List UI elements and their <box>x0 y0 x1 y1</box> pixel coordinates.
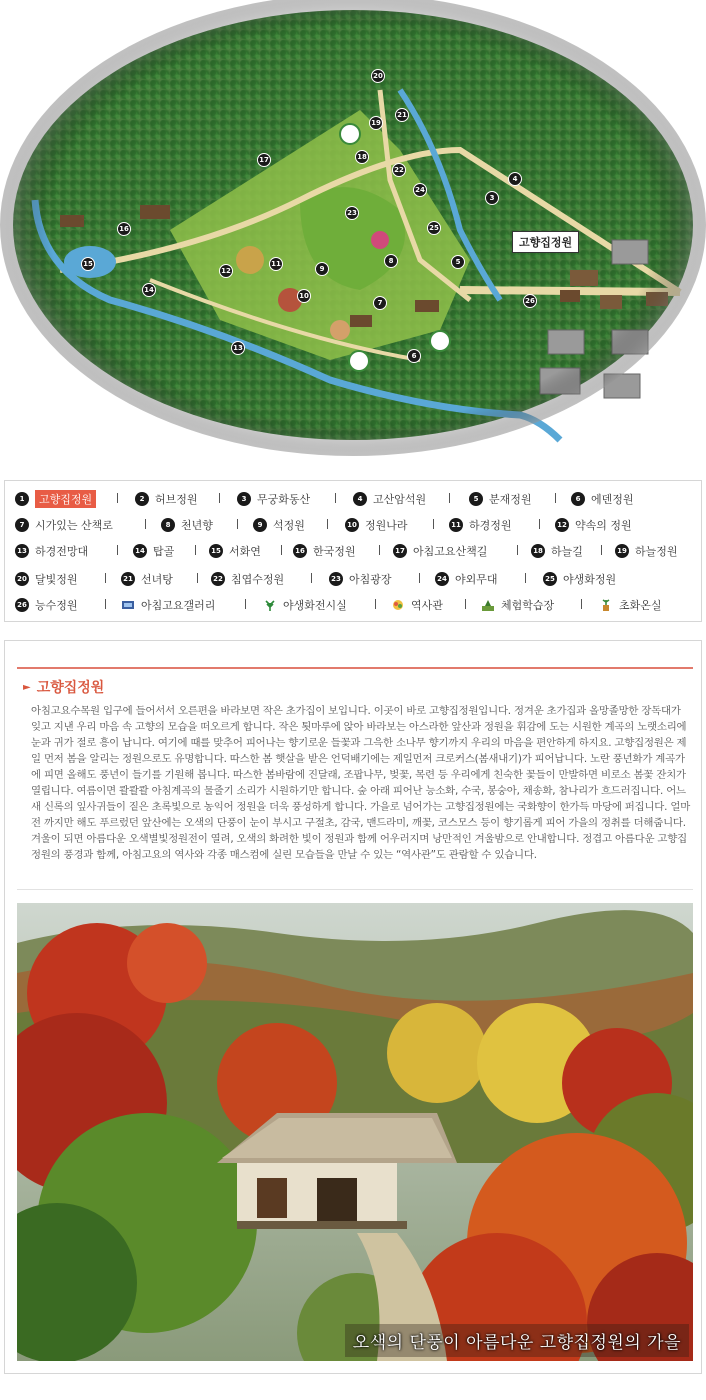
legend-separator <box>219 493 220 503</box>
section-title-text: 고향집정원 <box>36 680 105 696</box>
legend-number: 26 <box>15 598 29 612</box>
experience-icon <box>481 598 495 612</box>
photo-caption: 오색의 단풍이 아름다운 고향집정원의 가을 <box>345 1324 689 1357</box>
legend-number: 16 <box>293 544 307 558</box>
legend-label: 분재정원 <box>489 493 532 506</box>
legend-number: 7 <box>15 518 29 532</box>
legend-number: 5 <box>469 492 483 506</box>
legend-number: 19 <box>615 544 629 558</box>
legend-separator <box>379 545 380 555</box>
legend-number: 2 <box>135 492 149 506</box>
legend-label: 석정원 <box>273 519 305 532</box>
map-marker-24[interactable]: 24 <box>413 183 427 197</box>
map-marker-3[interactable]: 3 <box>485 191 499 205</box>
legend-separator <box>539 519 540 529</box>
map-marker-4[interactable]: 4 <box>508 172 522 186</box>
section-title <box>23 677 104 697</box>
legend-number: 15 <box>209 544 223 558</box>
legend-item-experience[interactable] <box>481 595 554 615</box>
legend-item-18[interactable] <box>531 541 583 561</box>
legend-number: 8 <box>161 518 175 532</box>
legend-item-gallery[interactable] <box>121 595 215 615</box>
legend-separator <box>419 573 420 583</box>
legend-label: 고산암석원 <box>373 493 427 506</box>
legend-separator <box>465 599 466 609</box>
legend-separator <box>311 573 312 583</box>
legend-label: 능수정원 <box>35 599 78 612</box>
map-marker-21[interactable]: 21 <box>395 108 409 122</box>
legend-item-14[interactable] <box>133 541 174 561</box>
history-icon-marker[interactable]: ✿ <box>339 123 361 145</box>
plant-icon <box>263 598 277 612</box>
legend-label: 탑골 <box>153 545 175 558</box>
map-marker-7[interactable]: 7 <box>373 296 387 310</box>
legend-number: 25 <box>543 572 557 586</box>
history-icon <box>391 598 405 612</box>
legend-number: 4 <box>353 492 367 506</box>
legend-separator <box>601 545 602 555</box>
legend-item-10[interactable] <box>345 515 408 535</box>
legend-label: 체험학습장 <box>501 599 555 612</box>
map-label-hometown-garden[interactable]: 고향집정원 <box>512 231 579 253</box>
legend-number: 20 <box>15 572 29 586</box>
map-marker-18[interactable]: 18 <box>355 150 369 164</box>
plant-icon-marker[interactable]: ♣ <box>429 330 451 352</box>
legend-number: 21 <box>121 572 135 586</box>
legend-separator <box>117 545 118 555</box>
legend-separator <box>237 519 238 529</box>
legend-label: 침엽수정원 <box>231 573 285 586</box>
legend-item-26[interactable] <box>15 595 78 615</box>
legend-label: 야생화전시실 <box>283 599 347 612</box>
legend-number: 23 <box>329 572 343 586</box>
legend-separator <box>145 519 146 529</box>
map-marker-26[interactable]: 26 <box>523 294 537 308</box>
legend-item-11[interactable] <box>449 515 512 535</box>
map-marker-10[interactable]: 10 <box>297 289 311 303</box>
legend-label: 허브정원 <box>155 493 198 506</box>
legend-item-24[interactable] <box>435 569 498 589</box>
legend-item-15[interactable] <box>209 541 261 561</box>
legend-item-7[interactable] <box>15 515 113 535</box>
garden-detail-panel <box>4 640 702 1374</box>
map-marker-16[interactable]: 16 <box>117 222 131 236</box>
legend-row <box>5 569 703 589</box>
legend-label: 무궁화동산 <box>257 493 311 506</box>
map-marker-15[interactable]: 15 <box>81 257 95 271</box>
legend-item-2[interactable] <box>135 489 198 509</box>
legend-label: 아침광장 <box>349 573 392 586</box>
legend-item-history[interactable] <box>391 595 443 615</box>
legend-item-6[interactable] <box>571 489 634 509</box>
legend-label: 아침고요산책길 <box>413 545 488 558</box>
legend-item-23[interactable] <box>329 569 392 589</box>
map-marker-22[interactable]: 22 <box>392 163 406 177</box>
legend-number: 22 <box>211 572 225 586</box>
legend-label: 하경정원 <box>469 519 512 532</box>
legend-item-9[interactable] <box>253 515 305 535</box>
section-description: 아침고요수목원 입구에 들어서서 오른편을 바라보면 작은 초가집이 보입니다. 이곳이 바로 고향집정원입니다. 정겨운 초가집과 올망졸망한 장독대가 잊고 지낸 우리 마음 속 고향의 모습을 떠오르게 합니다. 작은 툇마루에 앉아 바라보는 아스라한 앞산과 정원을 휘감에 도는 시원한 계곡의 노랫소리에 눈과 귀가 절로 흥이 납니다. 여기에 때를 맞추어 피어나는 향기로운 들꽃과 그윽한 소나무 향기까지 우리의 마음을 편안하게 하지요. 고향집정원은 제일 먼저 봄을 알리는 정원으로도 유명합니다. 따스한 봄 햇살을 받은 언덕배기에는 제일먼저 크로커스(봄새내기)가 피어납니다. 노란 풍년화가 계곡가에 피면 올해도 풍년이 들기를 기원해 봅니다. 따스한 봄바람에 진달래, 조팝나무, 벚꽃, 목련 등 우리에게 친숙한 꽃들이 만발하면 비로소 봄꽃 잔치가 열립니다. 여름이면 콸콸콸 아침계곡의 물줄기 소리가 시원하기만 합니다. 숲 아래 피어난 능소화, 수국, 봉숭아, 채송화, 참나리가 흐드러집니다. 어느새 신록의 잎사귀들이 짙은 초록빛으로 농익어 정원을 더욱 풍성하게 합니다. 가을로 넘어가는 고향집정원에는 국화향이 한가득 마당에 퍼집니다. 얼마 전 까지만 해도 푸르렀던 앞산에는 오색의 단풍이 눈이 부시고 구절초, 감국, 맨드라미, 깨꽃, 코스모스 등이 향기롭게 피어 가을의 정취를 더해줍니다. 겨울이 되면 아름다운 오색별빛정원전이 열려, 오색의 화려한 빛이 정원과 함께 어우러지며 낭만적인 겨울밤으로 안내합니다. 정겹고 아름다운 고향집정원의 풍경과 함께, 아침고요의 역사와 각종 매스컴에 실린 모습들을 만날 수 있는 “역사관”도 관람할 수 있습니다. <box>31 705 691 861</box>
legend-separator <box>281 545 282 555</box>
legend-row <box>5 489 703 509</box>
legend-separator <box>197 573 198 583</box>
legend-number: 3 <box>237 492 251 506</box>
gallery-icon <box>121 598 135 612</box>
arrow-right-icon: ► <box>23 681 31 693</box>
legend-label: 역사관 <box>411 599 443 612</box>
legend-separator <box>195 545 196 555</box>
legend-label: 천년향 <box>181 519 213 532</box>
legend-item-25[interactable] <box>543 569 616 589</box>
legend-number: 14 <box>133 544 147 558</box>
legend-item-13[interactable] <box>15 541 88 561</box>
map-marker-9[interactable]: 9 <box>315 262 329 276</box>
legend-label: 아침고요갤러리 <box>141 599 216 612</box>
legend-item-3[interactable] <box>237 489 310 509</box>
legend-number: 18 <box>531 544 545 558</box>
legend-item-greenhouse[interactable] <box>599 595 662 615</box>
garden-map <box>0 0 706 462</box>
legend-label: 고향집정원 <box>35 490 96 508</box>
legend-separator <box>449 493 450 503</box>
map-marker-14[interactable]: 14 <box>142 283 156 297</box>
legend-number: 12 <box>555 518 569 532</box>
map-marker-17[interactable]: 17 <box>257 153 271 167</box>
map-marker-25[interactable]: 25 <box>427 221 441 235</box>
legend-separator <box>581 599 582 609</box>
garden-legend <box>4 480 702 622</box>
legend-separator <box>433 519 434 529</box>
legend-label: 에덴정원 <box>591 493 634 506</box>
autumn-garden-image <box>17 903 693 1361</box>
legend-row <box>5 515 703 535</box>
legend-item-21[interactable] <box>121 569 173 589</box>
legend-label: 야생화정원 <box>563 573 617 586</box>
legend-separator <box>117 493 118 503</box>
legend-separator <box>105 573 106 583</box>
map-marker-6[interactable]: 6 <box>407 349 421 363</box>
map-marker-19[interactable]: 19 <box>369 116 383 130</box>
legend-item-16[interactable] <box>293 541 356 561</box>
map-marker-13[interactable]: 13 <box>231 341 245 355</box>
map-marker-23[interactable]: 23 <box>345 206 359 220</box>
map-marker-20[interactable]: 20 <box>371 69 385 83</box>
legend-label: 약속의 정원 <box>575 519 632 532</box>
legend-item-5[interactable] <box>469 489 532 509</box>
legend-label: 시가있는 산책로 <box>35 519 113 532</box>
legend-number: 17 <box>393 544 407 558</box>
map-marker-12[interactable]: 12 <box>219 264 233 278</box>
legend-separator <box>245 599 246 609</box>
legend-item-1[interactable] <box>15 489 96 509</box>
legend-label: 하경전망대 <box>35 545 89 558</box>
legend-label: 초화온실 <box>619 599 662 612</box>
legend-label: 야외무대 <box>455 573 498 586</box>
greenhouse-icon <box>599 598 613 612</box>
map-marker-5[interactable]: 5 <box>451 255 465 269</box>
map-marker-11[interactable]: 11 <box>269 257 283 271</box>
greenhouse-icon-marker[interactable]: ☂ <box>348 350 370 372</box>
legend-separator <box>375 599 376 609</box>
legend-row <box>5 595 703 615</box>
legend-separator <box>555 493 556 503</box>
legend-separator <box>335 493 336 503</box>
legend-item-wildflower-hall[interactable] <box>263 595 347 615</box>
legend-separator <box>525 573 526 583</box>
legend-row <box>5 541 703 561</box>
legend-separator <box>105 599 106 609</box>
legend-label: 하늘정원 <box>635 545 678 558</box>
legend-label: 한국정원 <box>313 545 356 558</box>
divider <box>17 889 693 890</box>
legend-item-17[interactable] <box>393 541 487 561</box>
legend-number: 24 <box>435 572 449 586</box>
garden-photo <box>17 903 693 1361</box>
legend-item-4[interactable] <box>353 489 426 509</box>
legend-number: 11 <box>449 518 463 532</box>
legend-label: 선녀탕 <box>141 573 173 586</box>
legend-number: 1 <box>15 492 29 506</box>
map-marker-8[interactable]: 8 <box>384 254 398 268</box>
legend-item-8[interactable] <box>161 515 213 535</box>
legend-label: 정원나라 <box>365 519 408 532</box>
legend-separator <box>327 519 328 529</box>
legend-number: 6 <box>571 492 585 506</box>
legend-item-22[interactable] <box>211 569 284 589</box>
legend-item-19[interactable] <box>615 541 678 561</box>
legend-number: 13 <box>15 544 29 558</box>
map-illustration <box>0 0 706 462</box>
legend-separator <box>517 545 518 555</box>
legend-label: 서화연 <box>229 545 261 558</box>
legend-label: 달빛정원 <box>35 573 78 586</box>
legend-item-20[interactable] <box>15 569 78 589</box>
legend-number: 9 <box>253 518 267 532</box>
legend-number: 10 <box>345 518 359 532</box>
legend-label: 하늘길 <box>551 545 583 558</box>
legend-item-12[interactable] <box>555 515 632 535</box>
